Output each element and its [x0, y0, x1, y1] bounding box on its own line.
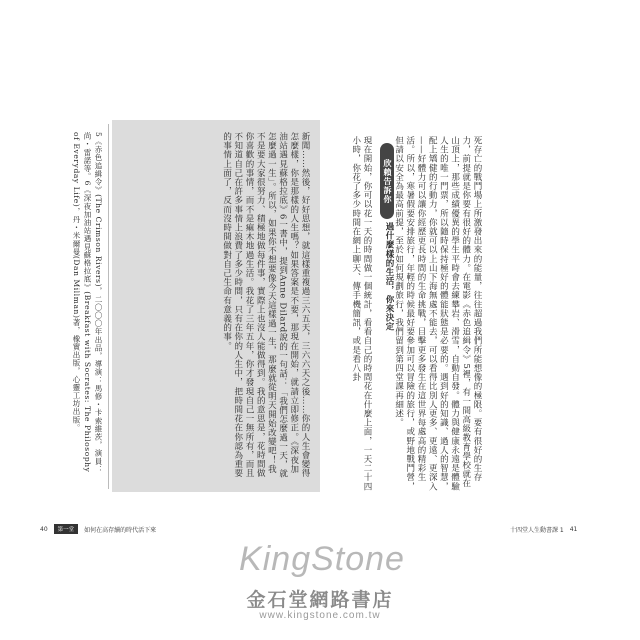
right-page-number: 41 — [569, 525, 578, 533]
left-body-text: 新聞……然後，好好思想，就這樣重複過三六五天，三六六天之後……你的人生會變得怎麼樣，你是那樣的人生嗎？如果答案是不要，那現在開始，就請立即修正。《深夜加油站遇見蘇格拉底》6一書中，提到Anne Dilard說的一句話：「我們怎麼過一天，就怎麼過一生」。所以，如果你不想要像今天這樣過一生，那麼就從明天開始改變吧！我不是要大家很努力、積極地做每件事，實際上也沒人能做得到。我的意思是，花時間做你喜歡的事情，而不是痲木地過生活。我花了三年五年，你才發現自己一無所有，而且不知道自己在許多事情上浪費了多少時間，只有在你的人生中，把時間花在你認為重要的事情上面了，反而沒時間做對自己生命有意義的事。 — [221, 132, 310, 479]
watermark-logo: KingStone — [239, 540, 405, 578]
right-footer — [510, 523, 577, 535]
footnotes: 5《赤色追緝令》(The Crimson Rivers)，二〇〇〇年出品，導演：馬修・卡索維茨，演員：尚・雷諾等。6《深夜加油站遇見蘇格拉底》(Breakfast with Socrates: The Philosophy of Everyday Life)，丹・米爾曼(Dan Millman)著，橡實出版，心靈工坊出版。 — [72, 132, 103, 476]
left-page-number: 40 — [40, 525, 48, 533]
section-pill-label: 欣賴告訴你 — [383, 158, 392, 204]
left-footer — [40, 523, 156, 535]
left-chapter-title: 如何在高存續的時代活下來 — [84, 526, 157, 534]
section-body-text: 現在開始，你可以花一天的時間做一個統計，看看自己的時間花在什麼上面，一天二十四小時，你花了多少時間在網上聊天、傳手機簡訊，或是看八卦 — [350, 136, 372, 491]
right-chapter-title: 十四堂人生動書課 1 — [510, 526, 564, 534]
watermark-brand: 金石堂網路書店 — [246, 589, 394, 611]
watermark-url: www.kingstone.com.tw — [259, 610, 381, 621]
section-sub-heading: 過什麼樣的生活，你來決定 — [384, 222, 394, 332]
left-chapter-badge: 第一堂 — [54, 524, 79, 534]
footnote-divider — [108, 124, 109, 489]
right-body-text: 死存亡的戰鬥場上所激發出來的能量，往往超過我們所能想像的極限。要有很好的生存力，前提就是你要有很好的體力。在電影《赤色追緝令》5裡，有一間高級教育學校就在山頂上，那些成績優異的學生平時會去練攀岩、滑雪，自動自發。體力與健康永遠是體驗人生的唯一門票，所以隨時保持極好的體能狀態是必要的。遇到好的知識、過人的智慧，配上矯健的行動力，你就可以上山下海無處不能去，可以看得比別人更多、更遠、更深入——好體力可以讓你經歷更長時間的生命挑戰，目擊更多發生在這世界每處高的精彩生活。所以，寒暑假要安排旅行，年輕的時候最好要參加可以冒險的旅行，或野地戰鬥營，但請以安全為最高前提，至於如何規劃旅行，我們留到第四堂課再細述。 — [393, 136, 482, 491]
